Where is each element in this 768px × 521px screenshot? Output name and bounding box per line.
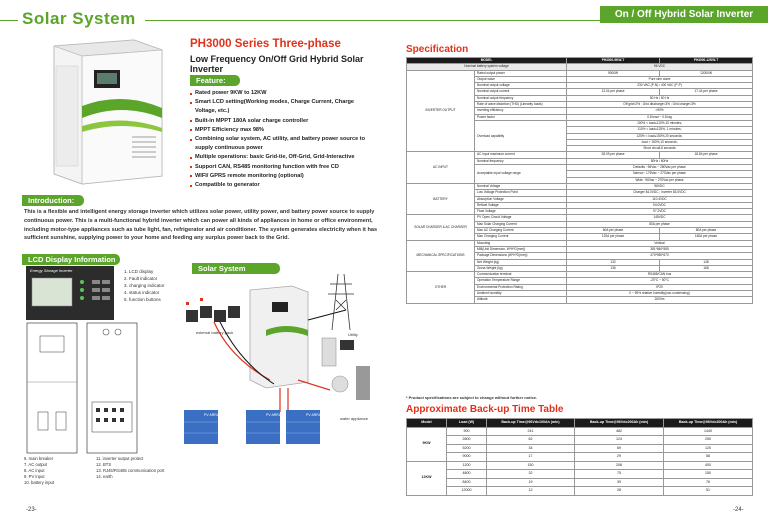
- backup-cell: 482: [575, 427, 664, 436]
- backup-cell: 58: [664, 453, 753, 462]
- backup-cell: 120: [664, 444, 753, 453]
- port-legend-item: 12. BTS: [96, 462, 112, 467]
- spec-label: Environmental Protection Rating: [475, 284, 567, 290]
- spec-value: 470*950*670: [567, 253, 753, 259]
- spec-value: 136: [567, 265, 660, 271]
- spec-value: 13.04 per phase: [567, 89, 660, 95]
- port-legend-item: 9. PV input: [24, 474, 45, 479]
- spec-value: 132: [567, 259, 660, 265]
- spec-label: Ambient humidity: [475, 290, 567, 296]
- feature-item: Built-in MPPT 180A solar charge controller: [190, 117, 370, 126]
- intro-paragraph: This is a flexible and intelligent energy storage inverter which utilizes solar power, utility power, and battery power source to supply continuous power. This is a multi-functional hybrid inverter which can power all kinds of appliances in home or office environment, including motor-type appliances such as tube light, fan, refrigerator and air conditioner. The system generates electricity when it has sufficient sunshine, supplying power to your home and feeding any surplus power back to the Grid.: [24, 209, 378, 242]
- page-number-right: -24-: [733, 507, 744, 513]
- pv-array-1: [184, 410, 222, 444]
- spec-label: Nominal Voltage: [475, 183, 567, 189]
- backup-table-wrap: [406, 418, 752, 496]
- spec-label: Rated output power: [475, 70, 567, 76]
- water-heater-icon: [356, 366, 370, 400]
- backup-row: [407, 487, 753, 496]
- port-legend-item: 11. inverter output protect: [96, 456, 144, 461]
- backup-model: 9KW: [407, 427, 447, 461]
- spec-value: 12000W: [660, 70, 753, 76]
- water-appliance-label: water appliance: [340, 416, 369, 421]
- spec-value: 0 ~ 95% relative humidity(non-condensing): [567, 290, 753, 296]
- backup-row: [407, 478, 753, 487]
- port-legend-item: 8. AC input: [24, 468, 45, 473]
- backup-cell: 5200: [447, 444, 487, 453]
- intro-label: Introduction:: [22, 195, 84, 206]
- spec-category: SOLAR CHARGER & AC CHARGER: [407, 215, 475, 240]
- lcd-panel-image: [26, 266, 114, 320]
- spec-subheader-label: Nominal battery system voltage: [407, 64, 567, 70]
- spec-value: 50Hz / 60Hz: [567, 158, 753, 164]
- port-legend-item: 6. main breaker: [24, 456, 54, 461]
- feature-item: Compatible to generator: [190, 181, 370, 190]
- backup-cell: 76: [664, 478, 753, 487]
- spec-label: Float Voltage: [475, 209, 567, 215]
- spec-value: 100% < load≤110%,10 minutes;: [567, 120, 753, 126]
- solar-connection-diagram: [180, 270, 376, 448]
- spec-category: INVERTER OUTPUT: [407, 70, 475, 152]
- lcd-legend-item: 4. status indicator: [124, 290, 160, 295]
- backup-cell: 28: [575, 487, 664, 496]
- spec-title: Specification: [406, 44, 469, 55]
- backup-cell: 9000: [447, 453, 487, 462]
- spec-label: Max Solar Charging Current: [475, 221, 567, 227]
- spec-value: 230 VAC (P-N) / 400 VAC (P-P): [567, 83, 753, 89]
- section-title: Solar System: [22, 9, 136, 28]
- port-legend-item: 10. battery input: [24, 480, 55, 485]
- external-battery-label: external battery pack: [196, 330, 234, 335]
- spec-value: 28.09 per phase: [567, 152, 660, 158]
- backup-row: [407, 427, 753, 436]
- spec-value: -20°C ~ 50°C: [567, 278, 753, 284]
- spec-value: 80A per phase: [660, 228, 753, 234]
- page-number-left: -23-: [26, 507, 37, 513]
- backup-table: [406, 418, 753, 496]
- spec-label: Nominal output current: [475, 89, 567, 95]
- backup-cell: 124: [575, 436, 664, 445]
- lcd-legend-item: 2. Fault indicator: [124, 276, 158, 281]
- backup-header: Model: [407, 419, 447, 428]
- spec-value: IP20: [567, 284, 753, 290]
- spec-label: Nominal output frequency: [475, 95, 567, 101]
- port-legend-item: 7. AC output: [24, 462, 48, 467]
- backup-row: [407, 444, 753, 453]
- backup-row: [407, 436, 753, 445]
- backup-cell: 4800: [447, 470, 487, 479]
- lcd-section-label: LCD Display Information: [22, 254, 120, 265]
- spec-value: Off grid<2% ; Grid discharge<3% ; Grid charge<3%: [567, 102, 753, 108]
- spec-value: 18.84 per phase: [660, 152, 753, 158]
- backup-cell: 8400: [447, 478, 487, 487]
- header-rule-left: [0, 20, 18, 21]
- port-legend-col2: [96, 456, 164, 480]
- backup-cell: 39: [575, 478, 664, 487]
- port-legend-col1: [24, 456, 54, 486]
- backup-model: 12KW: [407, 461, 447, 495]
- spec-value: 110% < load≤125%, 1 minutes;: [567, 127, 753, 133]
- feature-list: [190, 89, 370, 190]
- tv-icon: [340, 340, 354, 350]
- spec-value: Narrow : 176Vac ~ 270Vac per phase: [567, 171, 753, 177]
- backup-cell: 69: [575, 444, 664, 453]
- backup-header: Back-up Time@96Vdc200Ah (min): [575, 419, 664, 428]
- spec-label: Mounting: [475, 240, 567, 246]
- spec-header-9kw: PH3000-9KW-T: [567, 58, 660, 64]
- spec-value: 9000W: [567, 70, 660, 76]
- pv-array-3: [286, 410, 324, 444]
- backup-cell: 32: [487, 470, 575, 479]
- spec-value: 80A per phase: [567, 221, 753, 227]
- backup-cell: 19: [487, 478, 575, 487]
- svg-text:PV ARRAY: PV ARRAY: [306, 413, 324, 417]
- spec-value: Pure sine wave: [567, 76, 753, 82]
- port-legend-item: 14. earth: [96, 474, 113, 479]
- backup-cell: 17: [487, 453, 575, 462]
- spec-value: Charger 84.0VDC ; Inverter 83.0VDC: [567, 190, 753, 196]
- lcd-legend-list: [124, 268, 165, 303]
- spec-label: Operation Temperature Range: [475, 278, 567, 284]
- spec-label: Max AC Charging Current: [475, 228, 567, 234]
- header-rule-right: [145, 20, 600, 21]
- feature-item: Smart LCD setting(Working modes, Charge Current, Charge Voltage, etc.): [190, 98, 370, 116]
- pv-array-2: [246, 410, 284, 444]
- spec-label: Altitude: [475, 297, 567, 303]
- spec-value: >90%: [567, 108, 753, 114]
- backup-cell: 62: [487, 436, 575, 445]
- spec-value: 97.2VDC: [567, 209, 753, 215]
- spec-value: 60A per phase: [567, 228, 660, 234]
- spec-value: Defaults : 96Vac ~ 280Vac per phase: [567, 165, 753, 171]
- spec-category: OTHER: [407, 272, 475, 303]
- backup-header: Back-up Time@96Vdc100Ah (min): [487, 419, 575, 428]
- lcd-legend-item: 3. charging indicator: [124, 283, 165, 288]
- spec-value: Vertical: [567, 240, 753, 246]
- fridge-icon: [322, 338, 336, 366]
- spec-value: 17.44 per phase: [660, 89, 753, 95]
- spec-label: Absorption Voltage: [475, 196, 567, 202]
- spec-value: 125% < load≤150%,20 seconds;: [567, 133, 753, 139]
- spec-label: AC input maximum current: [475, 152, 567, 158]
- spec-label: Max Charging Current: [475, 234, 567, 240]
- utility-label: Utility: [348, 332, 358, 337]
- spec-value: 110.4VDC: [567, 196, 753, 202]
- feature-label: Feature:: [190, 75, 240, 86]
- spec-label: Net Weight (kg): [475, 259, 567, 265]
- backup-header: Back-up Time@96Vdc300Ah (min): [664, 419, 753, 428]
- spec-table: [406, 57, 753, 304]
- spec-label: Acceptable input voltage range: [475, 165, 567, 184]
- backup-cell: 75: [575, 470, 664, 479]
- backup-cell: 51: [664, 487, 753, 496]
- spec-value: 2000m: [567, 297, 753, 303]
- spec-label: PV Open Circuit Voltage: [475, 215, 567, 221]
- backup-row: [407, 470, 753, 479]
- spec-value: 148: [660, 259, 753, 265]
- svg-text:PV ARRAY: PV ARRAY: [204, 413, 222, 417]
- battery-pack-image: [186, 298, 240, 322]
- spec-value: Wide : 96Vac ~ 270Vac per phase: [567, 177, 753, 183]
- spec-label: Refloat Voltage: [475, 202, 567, 208]
- spec-value: 94.0VDC: [567, 202, 753, 208]
- backup-cell: 29: [575, 453, 664, 462]
- backup-cell: 150: [664, 470, 753, 479]
- spec-value: RS485/CAN bus: [567, 272, 753, 278]
- spec-category: MECHANICAL SPECIFICATIONS: [407, 240, 475, 271]
- spec-header-12kw: PH3000-12KW-T: [660, 58, 753, 64]
- spec-value: 381*840*585: [567, 246, 753, 252]
- backup-cell: 34: [487, 444, 575, 453]
- spec-label: Power factor: [475, 114, 567, 120]
- spec-value: 120A per phase: [567, 234, 660, 240]
- backup-cell: 208: [575, 461, 664, 470]
- spec-value: 168: [660, 265, 753, 271]
- spec-value: 50 Hz / 60 Hz: [567, 95, 753, 101]
- inverter-front-drawing: [26, 322, 78, 454]
- product-subtitle: Low Frequency On/Off Grid Hybrid Solar Inverter: [190, 54, 364, 74]
- utility-pylon-icon: [328, 274, 354, 330]
- spec-value: 160A per phase: [660, 234, 753, 240]
- spec-subheader-value: 96 VDC: [567, 64, 753, 70]
- spec-label: Inverting efficiency: [475, 108, 567, 114]
- spec-label: Package Dimensions (W*H*D(mm)): [475, 253, 567, 259]
- svg-text:PV ARRAY: PV ARRAY: [266, 413, 284, 417]
- spec-value: 0.8 lead ~ 0.8 lag: [567, 114, 753, 120]
- spec-header-model: MODEL: [407, 58, 567, 64]
- spec-label: Rate of wave distortion (THD) (Linearity loads): [475, 102, 567, 108]
- feature-item: WIFI/ GPRS remote monitoring (optional): [190, 172, 370, 181]
- spec-value: 145VDC: [567, 215, 753, 221]
- backup-row: [407, 453, 753, 462]
- backup-cell: 150: [487, 461, 575, 470]
- spec-category: BATTERY: [407, 183, 475, 214]
- spec-label: Nominal frequency: [475, 158, 567, 164]
- spec-label: Output wave: [475, 76, 567, 82]
- backup-cell: 2800: [447, 436, 487, 445]
- inverter-back-drawing: [86, 322, 138, 454]
- header-banner: On / Off Hybrid Solar Inverter: [600, 6, 768, 23]
- backup-cell: 1440: [664, 427, 753, 436]
- inverter-product-image: [24, 36, 168, 186]
- backup-title: Approximate Back-up Time Table: [406, 404, 564, 415]
- feature-item: Combining solar system, AC utility, and battery power source to supply continuous power: [190, 135, 370, 153]
- connection-section-label: Solar System Connection: [192, 263, 280, 274]
- lcd-panel-title: Energy Storage Inverter: [30, 268, 73, 273]
- product-series-title: PH3000 Series Three-phase: [190, 38, 341, 50]
- feature-item: Multiple operations: basic Grid-tie, Off-Grid, Grid-Interactive: [190, 153, 370, 162]
- lcd-legend-item: 1. LCD display: [124, 269, 154, 274]
- backup-cell: 12000: [447, 487, 487, 496]
- spec-table-wrap: [406, 57, 752, 304]
- backup-row: [407, 461, 753, 470]
- spec-label: Overload capability: [475, 120, 567, 151]
- feature-item: Support CAN, RS485 monitoring function with free CD: [190, 163, 370, 172]
- backup-cell: 241: [487, 427, 575, 436]
- spec-label: Nominal output voltage: [475, 83, 567, 89]
- port-legend-item: 13. RJ45/RS485 communication port: [96, 468, 165, 473]
- backup-cell: 12: [487, 487, 575, 496]
- feature-item: Rated power 9KW to 12KW: [190, 89, 370, 98]
- backup-header: Load (W): [447, 419, 487, 428]
- spec-value: Short circuit,6 seconds: [567, 146, 753, 152]
- backup-cell: 1200: [447, 461, 487, 470]
- spec-category: AC INPUT: [407, 152, 475, 183]
- backup-cell: 900: [447, 427, 487, 436]
- washer-icon: [332, 376, 348, 392]
- spec-label: MM(Unit Dimension, W*H*D(mm)): [475, 246, 567, 252]
- lcd-legend-item: 5. function buttons: [124, 297, 161, 302]
- feature-item: MPPT Efficiency max 98%: [190, 126, 370, 135]
- spec-note: * Product specifications are subject to change without further notice.: [406, 395, 538, 400]
- spec-value: 96VDC: [567, 183, 753, 189]
- spec-label: Gross Weight (kg): [475, 265, 567, 271]
- backup-cell: 400: [664, 461, 753, 470]
- spec-label: Low Voltage Protection Point: [475, 190, 567, 196]
- spec-label: Communication terminal: [475, 272, 567, 278]
- backup-cell: 250: [664, 436, 753, 445]
- spec-value: load > 150%,10 seconds;: [567, 139, 753, 145]
